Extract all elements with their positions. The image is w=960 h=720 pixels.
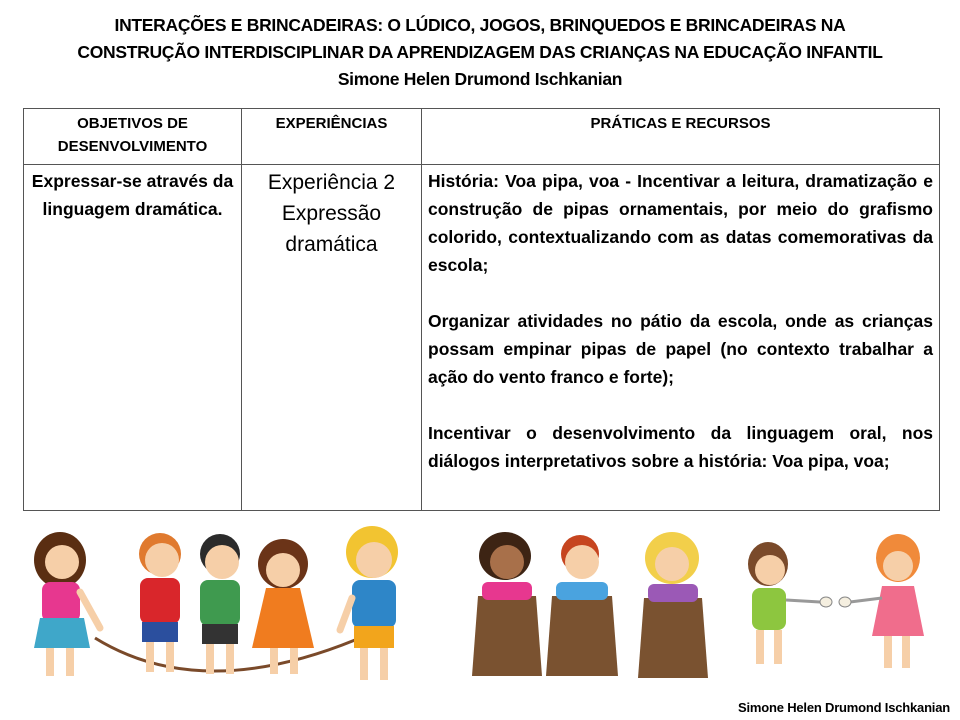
footer-signature: Simone Helen Drumond Ischkanian [738,700,950,715]
table-header-row [24,109,940,165]
child-figure-5 [340,526,398,680]
sack-race-child-1 [472,532,542,676]
objective-text: Expressar-se através da linguagem dramática. [31,171,234,219]
header-experiences: EXPERIÊNCIAS [242,109,422,165]
spoon-race-child-1 [748,542,832,664]
child-figure-3 [200,534,240,674]
experience-cell [242,165,422,511]
children-playing-illustration [0,518,960,698]
header-objectives-line1: OBJETIVOS DE [77,115,188,132]
practice-paragraph-3: Incentivar o desenvolvimento da linguagem oral, nos diálogos interpretativos sobre a história: Voa pipa, voa; [428,423,933,471]
table-row [24,165,940,511]
experience-name: Expressão dramática [281,202,382,256]
document-header [0,12,960,93]
practice-paragraph-2: Organizar atividades no pátio da escola, onde as crianças possam empinar pipas de papel (no contexto trabalhar a ação do vento franco e forte); [428,311,933,387]
experience-number: Experiência 2 [267,171,396,194]
child-figure-1 [34,532,100,676]
title-line-2: CONSTRUÇÃO INTERDISCIPLINAR DA APRENDIZAGEM DAS CRIANÇAS NA EDUCAÇÃO INFANTIL [77,42,883,62]
header-practices: PRÁTICAS E RECURSOS [422,109,940,165]
practices-cell [422,165,940,511]
child-figure-4 [252,539,314,674]
header-objectives [24,109,242,165]
header-objectives-line2: DESENVOLVIMENTO [57,138,208,155]
spoon-race-child-2 [839,534,924,668]
planning-table [23,108,940,511]
author-name: Simone Helen Drumond Ischkanian [337,69,623,89]
objective-cell [24,165,242,511]
child-figure-2 [139,533,181,672]
sack-race-child-2 [546,535,618,676]
practice-paragraph-1: História: Voa pipa, voa - Incentivar a leitura, dramatização e construção de pipas ornamentais, por meio do grafismo colorido, contextualizando com as datas comemorativas da escola; [428,171,933,275]
title-line-1: INTERAÇÕES E BRINCADEIRAS: O LÚDICO, JOGOS, BRINQUEDOS E BRINCADEIRAS NA [114,15,846,35]
sack-race-child-3 [638,532,708,678]
